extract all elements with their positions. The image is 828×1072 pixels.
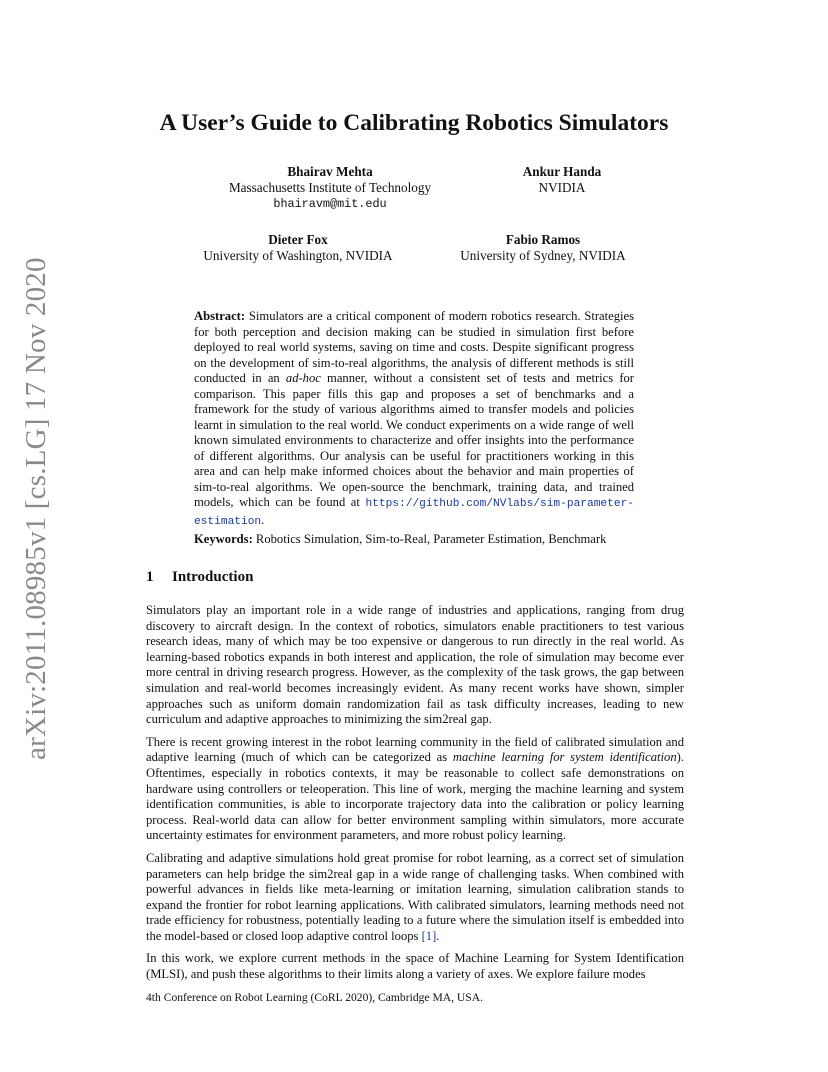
arxiv-sidebar <box>14 257 58 760</box>
author-block <box>438 232 648 264</box>
paragraph-italic: machine learning for system identification <box>452 750 677 765</box>
paragraph-text: There is recent growing interest in the robot learning community in the field of calibrated simulation and adaptive learning (much of which can be categorized as <box>146 734 684 765</box>
arxiv-identifier: arXiv:2011.08985v1 [cs.LG] 17 Nov 2020 <box>20 257 52 760</box>
abstract <box>194 309 634 530</box>
introduction-body <box>146 603 684 990</box>
keywords-text: Robotics Simulation, Sim-to-Real, Parameter Estimation, Benchmark <box>255 532 607 546</box>
keywords-label: Keywords: <box>194 532 253 546</box>
section-heading <box>146 569 253 586</box>
section-number: 1 <box>146 569 154 585</box>
paper-title: A User’s Guide to Calibrating Robotics Simulators <box>159 110 669 136</box>
section-title: Introduction <box>172 569 254 585</box>
abstract-end: . <box>261 512 265 527</box>
repository-link[interactable]: https://github.com/NVlabs/sim-parameter-estimation <box>194 498 634 528</box>
author-affiliation: University of Sydney, NVIDIA <box>460 248 626 263</box>
author-affiliation: University of Washington, NVIDIA <box>203 248 393 263</box>
citation-link[interactable]: [1] <box>421 928 437 943</box>
author-block <box>200 164 460 212</box>
paragraph-text: ). Oftentimes, especially in robotics contexts, it may be reasonable to collect safe demonstrations on hardware using controllers or teleoperation. This line of work, merging the machine learning and system identification communities, is able to incorporate trajectory data into the calibration or policy learning process. Real-world data can allow for better environment sampling within simulators, more accurate uncertainty estimates for environment parameters, and more robust policy learning. <box>146 750 684 843</box>
paragraph: In this work, we explore current methods in the space of Machine Learning for System Identification (MLSI), and push these algorithms to their limits along a variety of axes. We explore failure modes <box>146 951 684 982</box>
author-affiliation: Massachusetts Institute of Technology <box>228 180 432 195</box>
author-name: Ankur Handa <box>522 164 602 179</box>
author-name: Bhairav Mehta <box>287 164 373 179</box>
paragraph <box>146 735 684 844</box>
abstract-text: Simulators are a critical component of modern robotics research. Strategies for both perception and decision making can be studied in simulation first before deployed to real world systems, saving on time and costs. Despite significant progress on the development of sim-to-real algorithms, the analysis of different methods is still conducted in an <box>194 309 634 385</box>
author-name: Fabio Ramos <box>505 232 581 247</box>
abstract-label: Abstract: <box>194 309 246 323</box>
author-block <box>452 164 672 196</box>
paragraph-end: . <box>436 928 440 943</box>
paragraph <box>146 851 684 945</box>
author-affiliation: NVIDIA <box>538 180 586 195</box>
footer-note: 4th Conference on Robot Learning (CoRL 2020), Cambridge MA, USA. <box>146 991 484 1004</box>
author-block <box>178 232 418 264</box>
abstract-text: manner, without a consistent set of tests and metrics for comparison. This paper fills this gap and proposes a set of benchmarks and a framework for the study of various algorithms aimed to transfer models and policies learnt in simulation to the real world. We conduct experiments on a wide range of well known simulated environments to characterize and offer insights into the performance of different algorithms. Our analysis can be useful for practitioners working in this area and can help make informed choices about the behavior and main properties of sim-to-real algorithms. We open-source the benchmark, training data, and trained models, which can be found at <box>194 371 634 509</box>
author-name: Dieter Fox <box>268 232 328 247</box>
paragraph-text: Calibrating and adaptive simulations hold great promise for robot learning, as a correct set of simulation parameters can help bridge the sim2real gap in a wide range of challenging tasks. When combined with powerful advances in fields like meta-learning or imitation learning, simulation calibration stands to expand the frontier for robot learning applications. With calibrated simulators, learning methods need not trade efficiency for robustness, potentially leading to a future where the simulation itself is embedded into the model-based or closed loop adaptive control loops <box>146 850 684 943</box>
paragraph: Simulators play an important role in a wide range of industries and applications, ranging from drug discovery to aircraft design. In the context of robotics, simulators enable practitioners to test various research ideas, many of which may be too expensive or dangerous to run directly in the real world. As learning-based robotics expands in both interest and application, the role of simulation may become ever more central in driving research progress. However, as the complexity of the task grows, the gap between simulation and real-world becomes increasingly evident. As many recent works have shown, simpler approaches such as uniform domain randomization fail as task difficulty increases, leading to new curriculum and adaptive approaches to minimizing the sim2real gap. <box>146 603 684 727</box>
author-email[interactable]: bhairavm@mit.edu <box>273 197 387 211</box>
abstract-italic: ad-hoc <box>285 371 321 385</box>
keywords <box>194 531 644 547</box>
